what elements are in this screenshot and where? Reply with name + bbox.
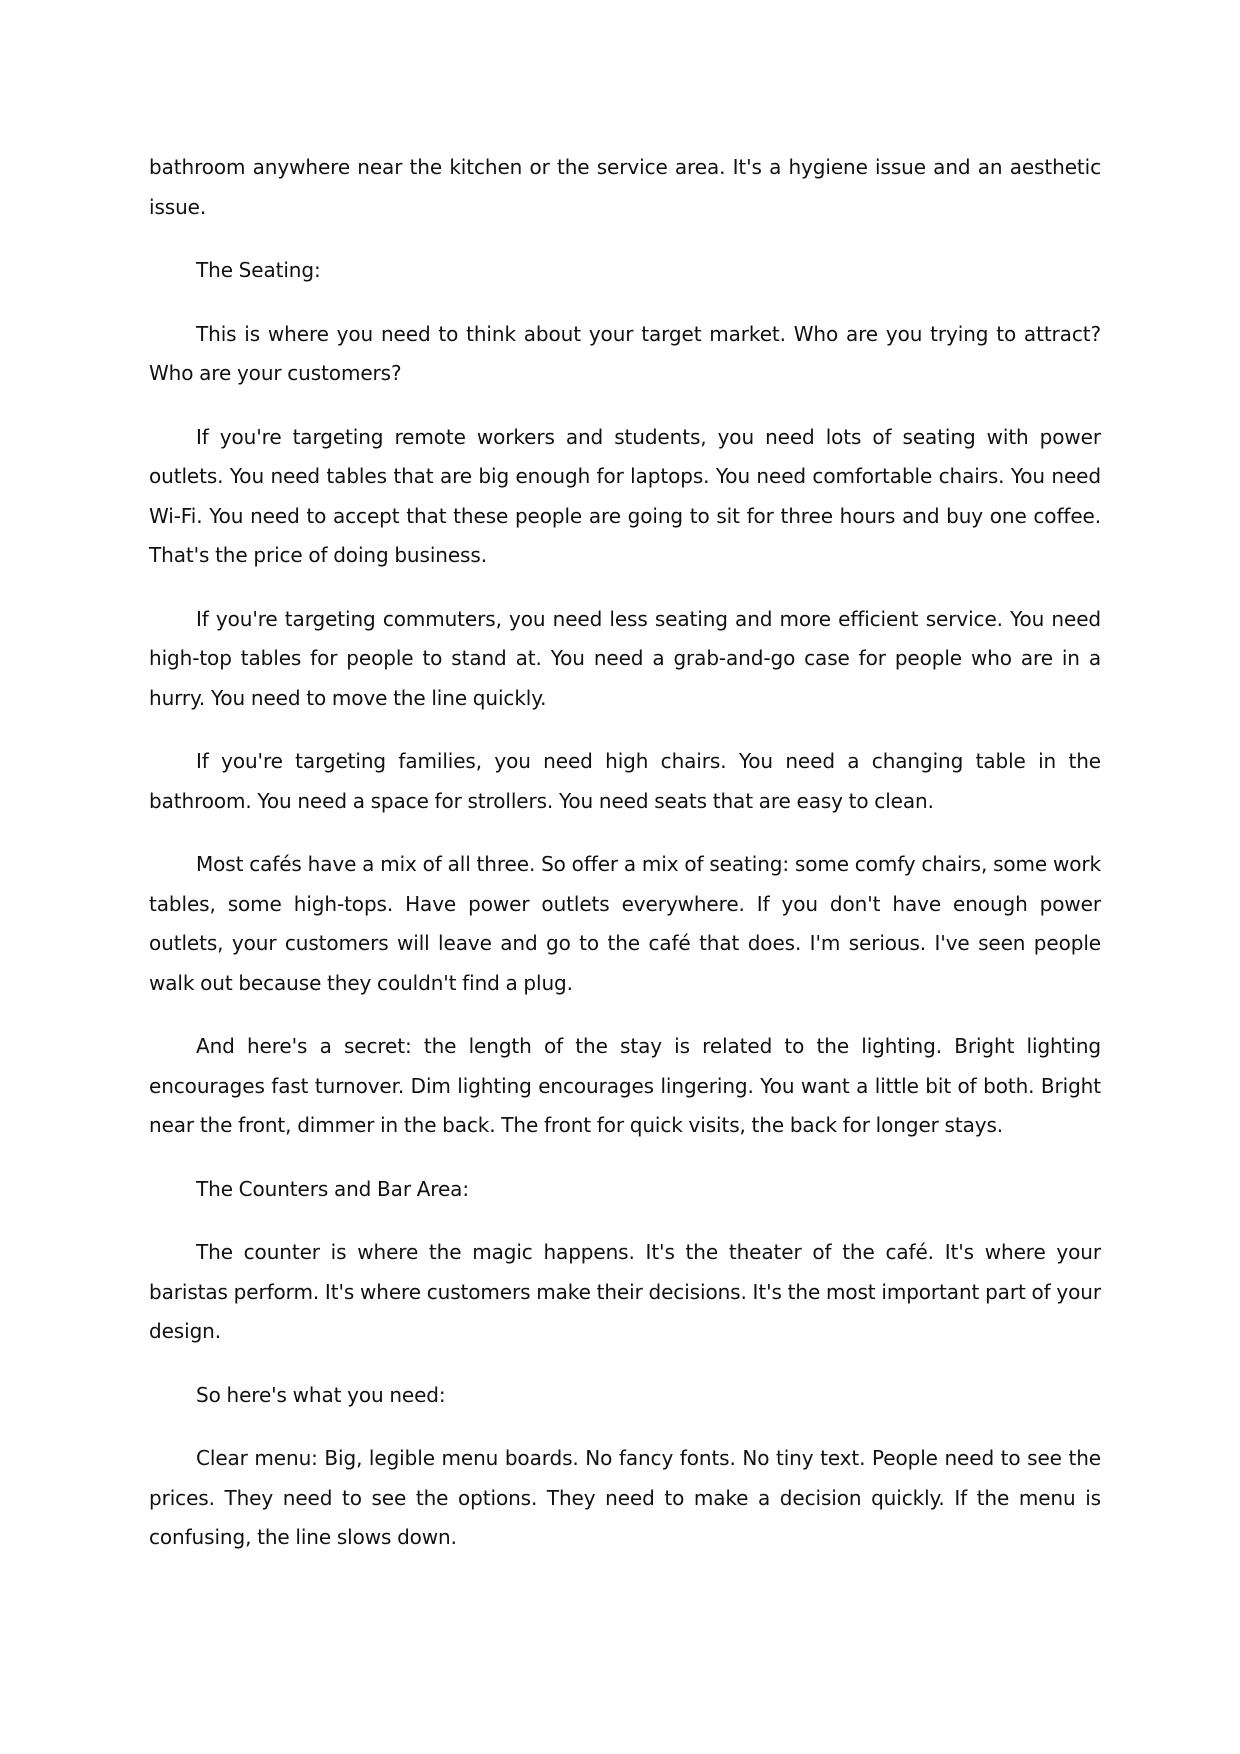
paragraph-counter-theater: The counter is where the magic happens. It's the theater of the café. It's where your baristas perform. It's where customers make their decisions. It's the most important part of your design.	[149, 1240, 1101, 1343]
paragraph-mix-of-seating: Most cafés have a mix of all three. So offer a mix of seating: some comfy chairs, some work tables, some high-tops. Have power outlets everywhere. If you don't have enough power outlets, your customers will leave and go to the café that does. I'm serious. I've seen people walk out because they couldn't find a plug.	[149, 852, 1101, 995]
paragraph-commuters: If you're targeting commuters, you need less seating and more efficient service. You need high-top tables for people to stand at. You need a grab-and-go case for people who are in a hurry. You need to move the line quickly.	[149, 606, 1101, 710]
paragraph-families: If you're targeting families, you need high chairs. You need a changing table in the bathroom. You need a space for strollers. You need seats that are easy to clean.	[149, 749, 1101, 813]
paragraph-continuation: bathroom anywhere near the kitchen or the service area. It's a hygiene issue and an aesthetic issue.	[149, 155, 1101, 219]
document-page	[149, 148, 1101, 1558]
paragraph-target-market: This is where you need to think about your target market. Who are you trying to attract? Who are your customers?	[149, 321, 1101, 385]
paragraph-clear-menu: Clear menu: Big, legible menu boards. No fancy fonts. No tiny text. People need to see the prices. They need to see the options. They need to make a decision quickly. If the menu is confusing, the line slows down.	[149, 1446, 1101, 1549]
paragraph-lighting: And here's a secret: the length of the stay is related to the lighting. Bright lighting encourages fast turnover. Dim lighting encourages lingering. You want a little bit of both. Bright near the front, dimmer in the back. The front for quick visits, the back for longer stays.	[149, 1034, 1101, 1137]
section-heading-counters: The Counters and Bar Area:	[196, 1176, 469, 1201]
paragraph-what-you-need: So here's what you need:	[196, 1382, 446, 1407]
section-heading-seating: The Seating:	[196, 258, 321, 282]
paragraph-remote-workers: If you're targeting remote workers and students, you need lots of seating with power outlets. You need tables that are big enough for laptops. You need comfortable chairs. You need Wi-Fi. You need to accept that these people are going to sit for three hours and buy one coffee. That's the price of doing business.	[149, 424, 1101, 567]
